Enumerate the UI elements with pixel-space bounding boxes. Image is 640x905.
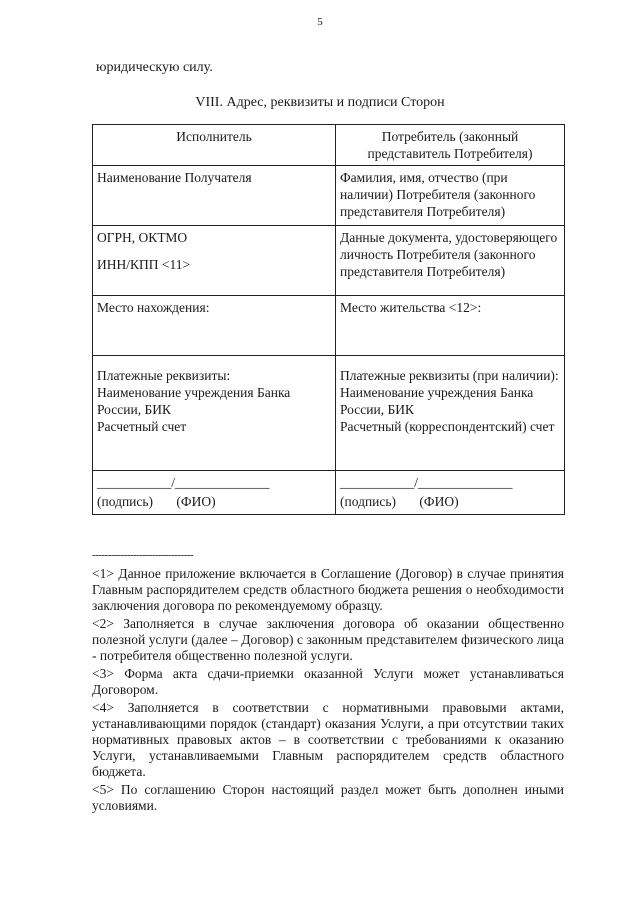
payment-label: Платежные реквизиты: — [97, 368, 231, 383]
page-number: 5 — [317, 16, 323, 28]
executor-signature-cell — [93, 471, 336, 515]
payment-label: Платежные реквизиты (при наличии): — [340, 368, 559, 383]
signature-line: ___________/______________ — [340, 475, 513, 490]
section-title: VIII. Адрес, реквизиты и подписи Сторон — [195, 95, 445, 110]
table-row — [93, 166, 565, 226]
requisites-table — [92, 124, 565, 515]
signature-caption: (подпись) — [97, 494, 154, 509]
intro-text: юридическую силу. — [96, 60, 213, 75]
bank-label: Наименование учреждения Банка России, БИК — [97, 385, 291, 417]
account-label: Расчетный (корреспондентский) счет — [340, 419, 555, 434]
footnote-separator: -------------------------------- — [92, 549, 194, 561]
table-header-row — [93, 125, 565, 166]
table-row — [93, 296, 565, 356]
fio-caption: (ФИО) — [419, 494, 459, 509]
fio-caption: (ФИО) — [176, 494, 216, 509]
signature-line: ___________/______________ — [97, 475, 270, 490]
ogrn-label: ОГРН, ОКТМО — [97, 230, 188, 245]
executor-payment-cell — [93, 356, 336, 471]
table-row — [93, 226, 565, 296]
consumer-signature-cell — [336, 471, 565, 515]
inn-label: ИНН/КПП <11> — [97, 257, 191, 272]
residence-cell: Место жительства <12>: — [336, 296, 565, 356]
location-cell: Место нахождения: — [93, 296, 336, 356]
footnote-2: <2> Заполняется в случае заключения договора об оказании общественно полезной услуги (далее – Договор) с законным представителем физического лица - потребителя общественно полезной услуги. — [92, 616, 564, 663]
footnotes — [92, 566, 564, 816]
account-label: Расчетный счет — [97, 419, 187, 434]
identity-document-cell: Данные документа, удостоверяющего личность Потребителя (законного представителя Потребителя) — [336, 226, 565, 296]
footnote-5: <5> По соглашению Сторон настоящий раздел может быть дополнен иными условиями. — [92, 782, 564, 813]
footnote-3: <3> Форма акта сдачи-приемки оказанной Услуги может устанавливаться Договором. — [92, 666, 564, 697]
signature-row — [93, 471, 565, 515]
consumer-payment-cell — [336, 356, 565, 471]
recipient-name-cell: Наименование Получателя — [93, 166, 336, 226]
footnote-1: <1> Данное приложение включается в Соглашение (Договор) в случае принятия Главным распорядителем средств областного бюджета решения о необходимости заключения договора по рекомендуемому образцу. — [92, 566, 564, 613]
header-executor: Исполнитель — [93, 125, 336, 166]
bank-label: Наименование учреждения Банка России, БИК — [340, 385, 534, 417]
footnote-4: <4> Заполняется в соответствии с нормативными правовыми актами, устанавливающими порядок (стандарт) оказания Услуги, а при отсутствии таких нормативных правовых актов – в соответствии с требованиями к оказанию Услуги, устанавливаемыми Главным распорядителем средств областного бюджета. — [92, 700, 564, 779]
header-consumer: Потребитель (законный представитель Потребителя) — [336, 125, 565, 166]
ogrn-inn-cell — [93, 226, 336, 296]
consumer-name-cell: Фамилия, имя, отчество (при наличии) Потребителя (законного представителя Потребителя) — [336, 166, 565, 226]
signature-caption: (подпись) — [340, 494, 397, 509]
table-row — [93, 356, 565, 471]
